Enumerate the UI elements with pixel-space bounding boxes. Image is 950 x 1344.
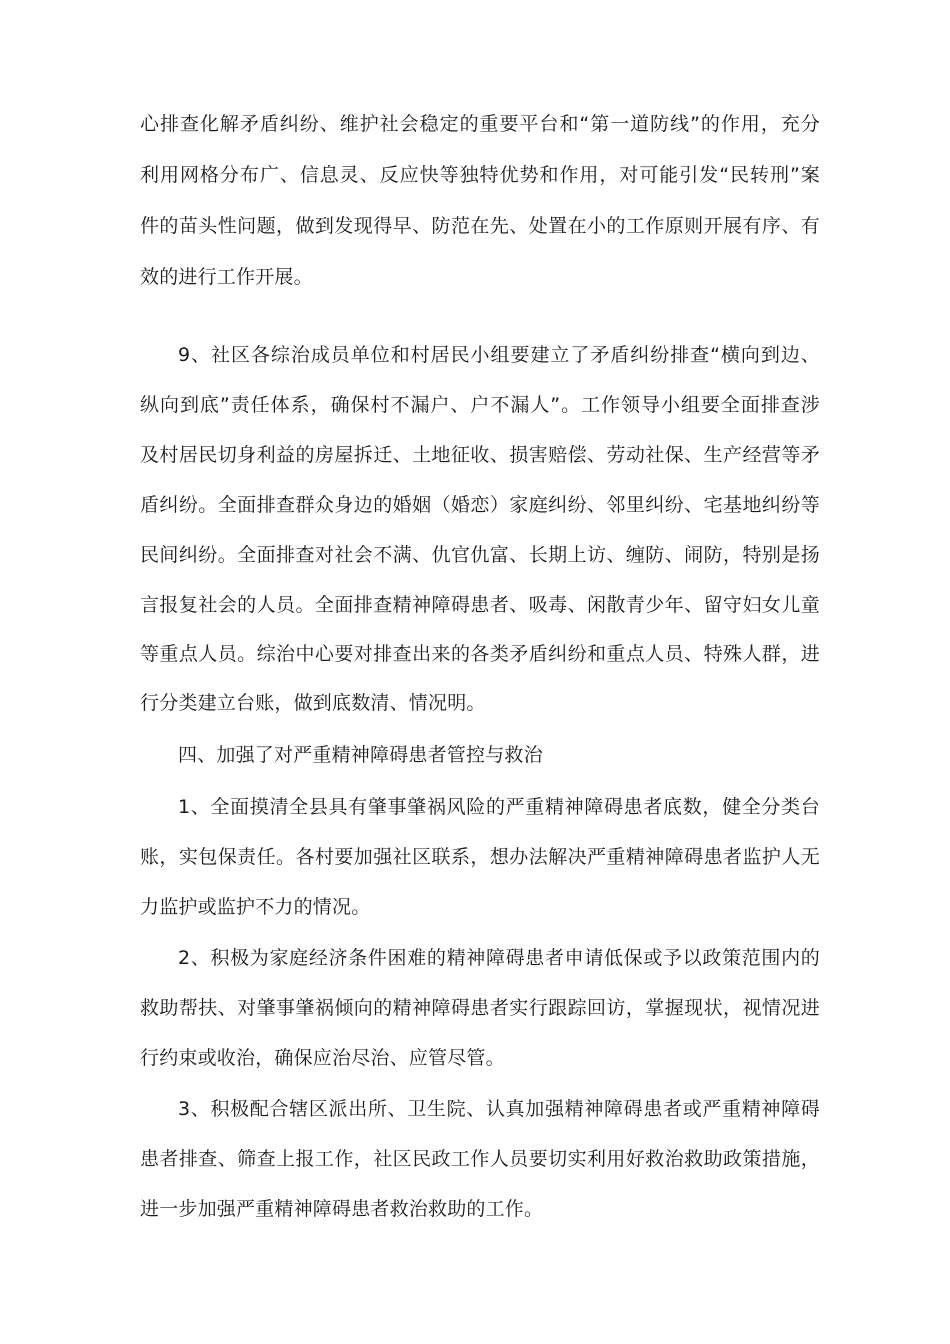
- text-line: 9、社区各综治成员单位和村居民小组要建立了矛盾纠纷排查“横向到边、: [178, 344, 820, 366]
- text-line: 患者排查、筛查上报工作，社区民政工作人员要切实利用好救治救助政策措施，: [140, 1148, 820, 1170]
- text-line: 民间纠纷。全面排查对社会不满、仇官仇富、长期上访、缠防、闹防，特别是扬: [140, 544, 820, 566]
- text-line: 及村居民切身利益的房屋拆迁、土地征收、损害赔偿、劳动社保、生产经营等矛: [140, 444, 820, 466]
- text-line: 心排查化解矛盾纠纷、维护社会稳定的重要平台和“第一道防线”的作用，充分: [140, 113, 820, 135]
- text-line: 2、积极为家庭经济条件困难的精神障碍患者申请低保或予以政策范围内的: [178, 947, 820, 969]
- text-line: 行约束或收治，确保应治尽治、应管尽管。: [140, 1047, 505, 1069]
- text-line: 行分类建立台账，做到底数清、情况明。: [140, 692, 486, 714]
- text-line: 救助帮扶、对肇事肇祸倾向的精神障碍患者实行跟踪回访，掌握现状，视情况进: [140, 997, 820, 1019]
- text-line: 盾纠纷。全面排查群众身边的婚姻（婚恋）家庭纠纷、邻里纠纷、宅基地纠纷等: [140, 494, 820, 516]
- section-heading: 四、加强了对严重精神障碍患者管控与救治: [178, 744, 543, 766]
- text-line: 件的苗头性问题，做到发现得早、防范在先、处置在小的工作原则开展有序、有: [140, 215, 820, 237]
- text-line: 3、积极配合辖区派出所、卫生院、认真加强精神障碍患者或严重精神障碍: [178, 1098, 820, 1120]
- text-line: 进一步加强严重精神障碍患者救治救助的工作。: [140, 1198, 544, 1220]
- text-line: 纵向到底”责任体系，确保村不漏户、户不漏人”。工作领导小组要全面排查涉: [140, 394, 820, 416]
- text-line: 等重点人员。综治中心要对排查出来的各类矛盾纠纷和重点人员、特殊人群，进: [140, 643, 820, 665]
- text-line: 利用网格分布广、信息灵、反应快等独特优势和作用，对可能引发“民转刑”案: [140, 164, 820, 186]
- text-line: 1、全面摸清全县具有肇事肇祸风险的严重精神障碍患者底数，健全分类台: [178, 796, 820, 818]
- text-line: 效的进行工作开展。: [140, 266, 313, 288]
- text-line: 力监护或监护不力的情况。: [140, 896, 371, 918]
- text-line: 账，实包保责任。各村要加强社区联系，想办法解决严重精神障碍患者监护人无: [140, 846, 820, 868]
- text-line: 言报复社会的人员。全面排查精神障碍患者、吸毒、闲散青少年、留守妇女儿童: [140, 594, 820, 616]
